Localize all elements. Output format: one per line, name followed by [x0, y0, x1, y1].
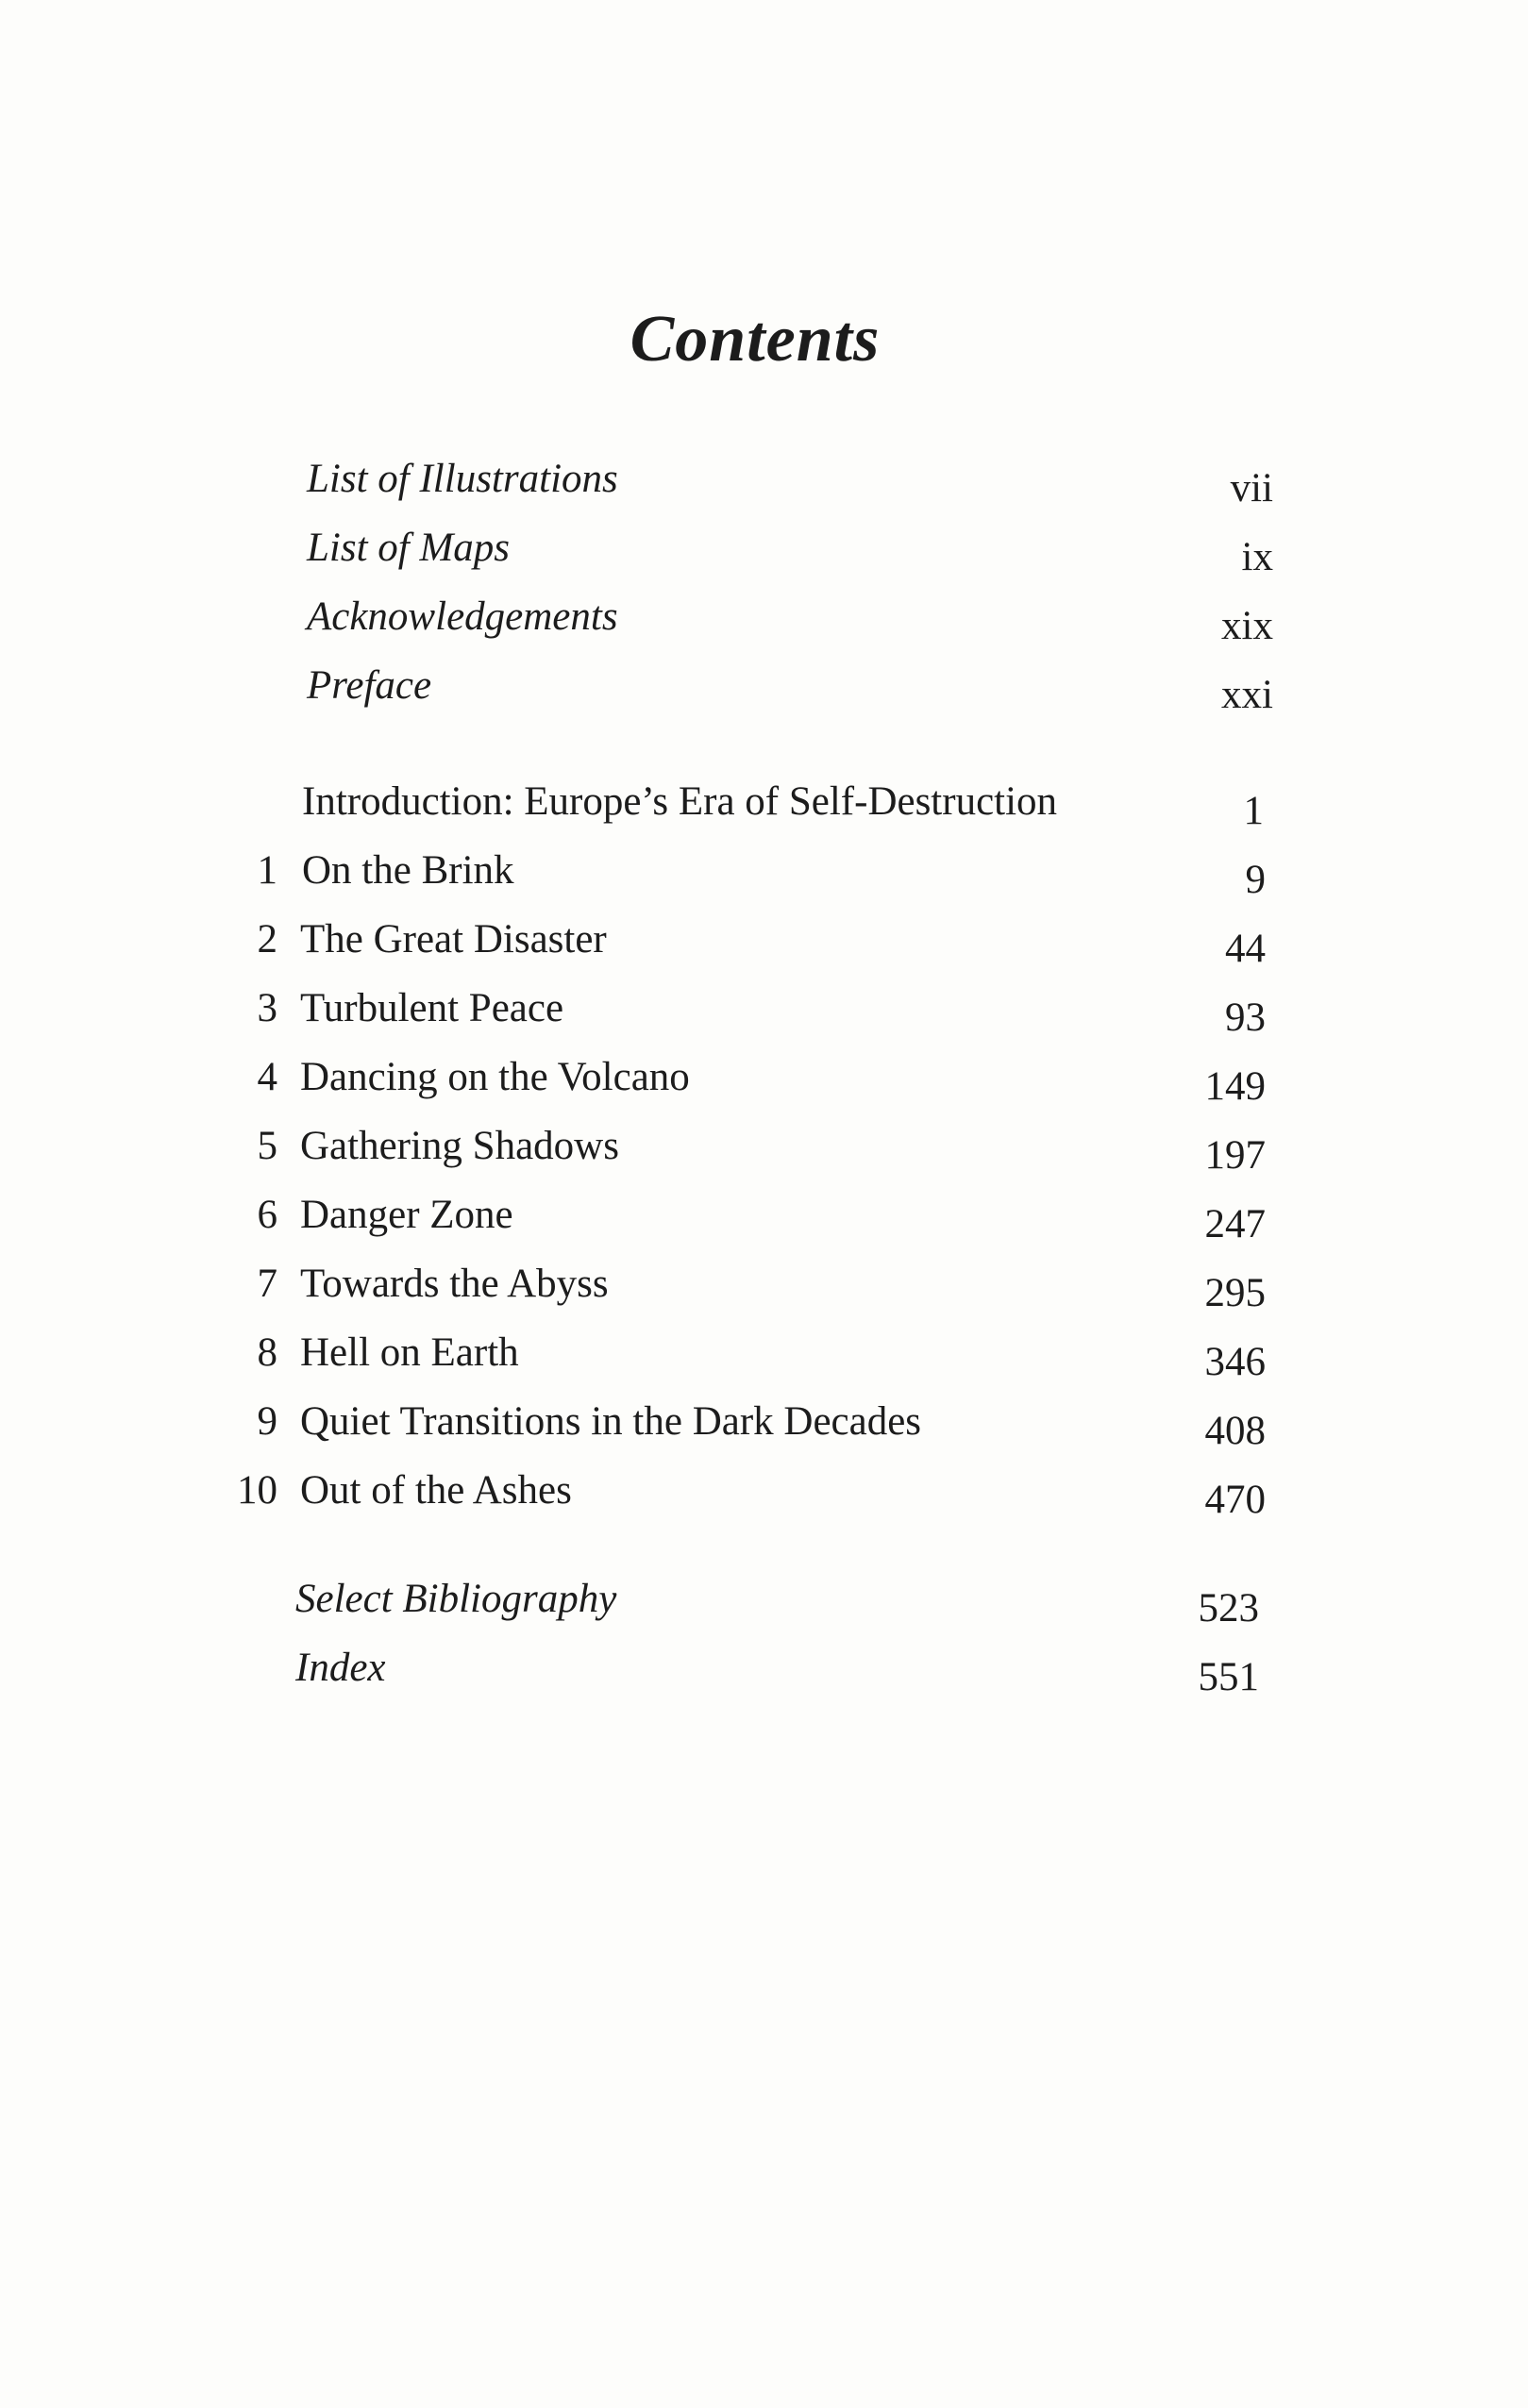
chapter-title: Gathering Shadows [300, 1124, 619, 1168]
chapter-page: 408 [1204, 1409, 1266, 1453]
chapter-title: Towards the Abyss [300, 1262, 609, 1306]
toc-entry-label: List of Maps [307, 526, 511, 570]
toc-entry-label: Select Bibliography [295, 1577, 617, 1621]
toc-entry-index[interactable] [0, 1640, 1528, 1697]
toc-entry-chapter-2[interactable] [0, 911, 1528, 971]
chapter-page: 346 [1204, 1340, 1266, 1384]
toc-entry-chapter-8[interactable] [0, 1325, 1528, 1384]
toc-entry-introduction[interactable] [0, 774, 1528, 833]
chapter-title: On the Brink [302, 848, 514, 893]
chapter-page: 470 [1204, 1478, 1266, 1522]
chapter-page: 9 [1245, 858, 1266, 902]
chapter-number: 10 [237, 1468, 277, 1513]
chapter-page: 295 [1204, 1271, 1266, 1315]
toc-entry-chapter-1[interactable] [0, 843, 1528, 902]
toc-entry-chapter-10[interactable] [0, 1463, 1528, 1522]
chapter-number: 9 [257, 1399, 277, 1444]
chapter-title: Out of the Ashes [300, 1468, 572, 1513]
chapter-title: Dancing on the Volcano [300, 1055, 690, 1099]
chapter-number: 3 [257, 986, 277, 1030]
toc-entry-chapter-9[interactable] [0, 1394, 1528, 1453]
chapter-number: 2 [257, 917, 277, 962]
toc-entry-page: vii [1230, 466, 1273, 510]
toc-entry-label: Preface [307, 663, 432, 708]
chapter-number: 8 [257, 1330, 277, 1375]
toc-entry-label: Index [295, 1646, 386, 1690]
toc-entry-acknowledgements[interactable] [0, 589, 1528, 648]
chapter-page: 44 [1225, 927, 1266, 971]
page-title: Contents [630, 302, 881, 376]
toc-entry-list-of-illustrations[interactable] [0, 451, 1528, 508]
chapter-number: 7 [257, 1262, 277, 1306]
chapter-number: 5 [257, 1124, 277, 1168]
toc-entry-page: 523 [1198, 1586, 1259, 1630]
toc-entry-chapter-7[interactable] [0, 1256, 1528, 1313]
chapter-number: 6 [257, 1193, 277, 1237]
toc-entry-page: ix [1241, 535, 1273, 579]
chapter-page: 247 [1204, 1202, 1266, 1246]
toc-entry-label: Acknowledgements [307, 594, 618, 639]
toc-entry-preface[interactable] [0, 658, 1528, 717]
chapter-page: 149 [1204, 1064, 1266, 1109]
toc-entry-chapter-3[interactable] [0, 980, 1528, 1040]
chapter-page: 1 [1243, 789, 1264, 833]
toc-entry-chapter-4[interactable] [0, 1049, 1528, 1109]
chapter-title: Quiet Transitions in the Dark Decades [300, 1399, 922, 1444]
chapter-title: Turbulent Peace [300, 986, 564, 1030]
chapter-page: 197 [1204, 1133, 1266, 1178]
chapter-title: Introduction: Europe’s Era of Self-Destruction [302, 779, 1058, 824]
chapter-title: The Great Disaster [300, 917, 607, 962]
toc-entry-page: 551 [1198, 1655, 1259, 1699]
toc-entry-chapter-5[interactable] [0, 1118, 1528, 1178]
chapter-page: 93 [1225, 995, 1266, 1040]
toc-entry-chapter-6[interactable] [0, 1187, 1528, 1244]
toc-entry-label: List of Illustrations [307, 457, 618, 501]
chapter-number: 4 [257, 1055, 277, 1099]
chapter-title: Hell on Earth [300, 1330, 519, 1375]
toc-entry-page: xxi [1221, 673, 1273, 717]
toc-entry-select-bibliography[interactable] [0, 1571, 1528, 1628]
toc-entry-list-of-maps[interactable] [0, 520, 1528, 577]
chapter-number: 1 [257, 848, 277, 893]
toc-entry-page: xix [1221, 604, 1273, 648]
chapter-title: Danger Zone [300, 1193, 513, 1237]
